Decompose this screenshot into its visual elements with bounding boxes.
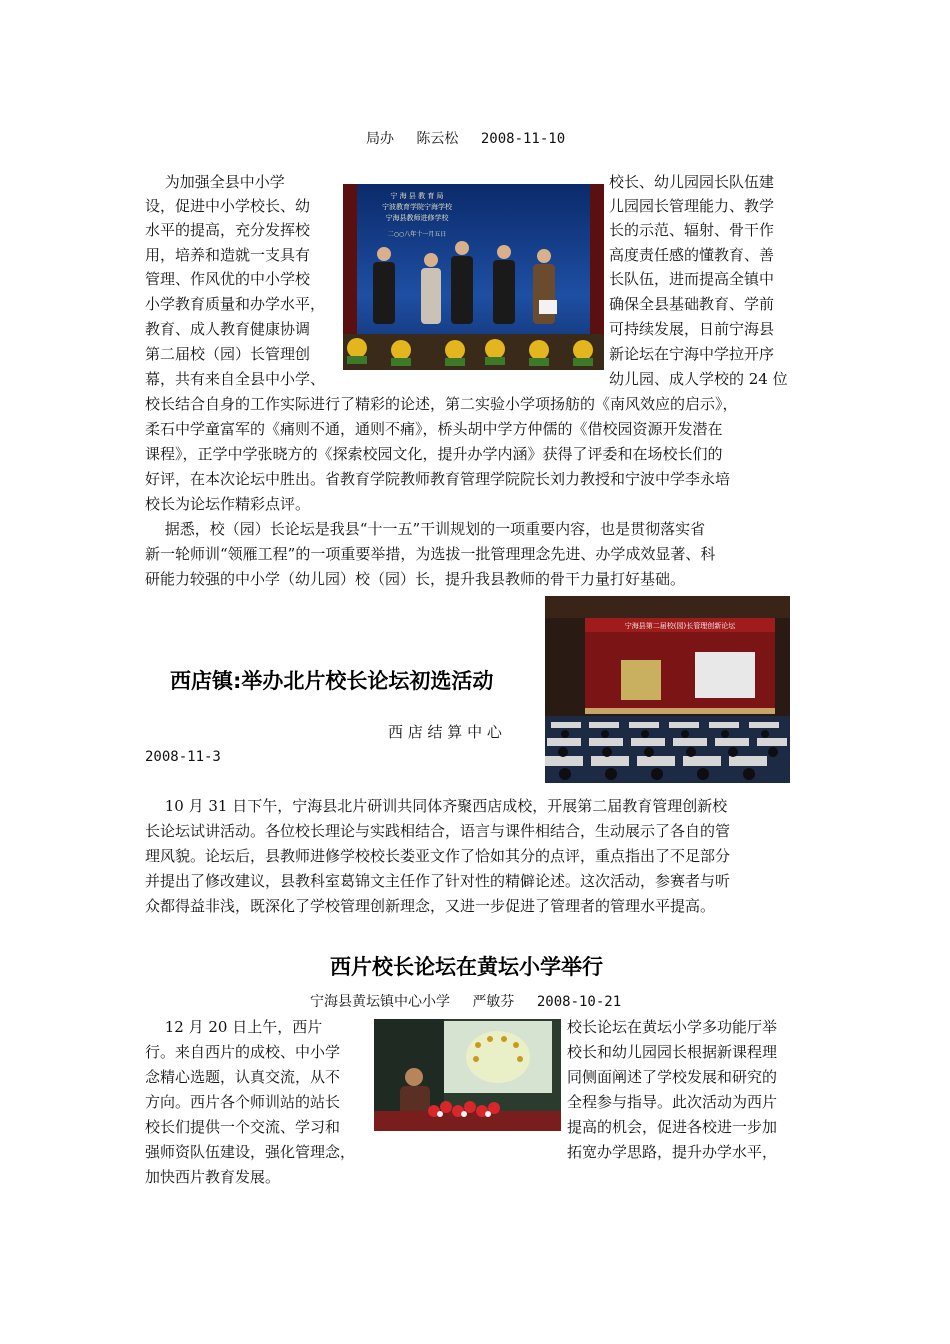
article3-byline: 宁海县黄坛镇中心小学 严敏芬 2008-10-21 bbox=[310, 994, 622, 1010]
forum-stage-photo bbox=[343, 184, 604, 370]
article1-right-line: 可持续发展，日前宁海县 bbox=[609, 320, 775, 338]
article2-body-line: 并提出了修改建议，县教科室葛锦文主任作了针对性的精僻论述。这次活动，参赛者与听 bbox=[145, 872, 731, 890]
speaker-photo-art bbox=[374, 1019, 561, 1131]
photo-banner-line: 宁 海 县 教 育 局 bbox=[390, 192, 444, 200]
article1-body-line: 校长结合自身的工作实际进行了精彩的论述，第二实验小学项扬舫的《南风效应的启示》， bbox=[145, 395, 738, 413]
article1-body-line: 校长为论坛作精彩点评。 bbox=[145, 495, 311, 513]
photo-banner-date: 二○○八年十一月五日 bbox=[387, 231, 447, 238]
article3-right-line: 同侧面阐述了学校发展和研究的 bbox=[567, 1068, 778, 1086]
article3-left-line: 方向。西片各个师训站的站长 bbox=[145, 1093, 341, 1111]
article2-date: 2008-11-3 bbox=[145, 749, 221, 765]
article3-right-line: 全程参与指导。此次活动为西片 bbox=[567, 1093, 778, 1111]
article1-body-line: 据悉，校（园）长论坛是我县“十一五”干训规划的一项重要内容，也是贯彻落实省 bbox=[145, 520, 706, 538]
article1-left-line: 设，促进中小学校长、幼 bbox=[145, 197, 311, 215]
article1-body-line: 课程》，正学中学张晓方的《探索校园文化，提升办学内涵》获得了评委和在场校长们的 bbox=[145, 445, 723, 463]
article2-body-line: 理风貌。论坛后，县教师进修学校校长娄亚文作了恰如其分的点评，重点指出了不足部分 bbox=[145, 847, 731, 865]
article1-right-line: 高度责任感的懂教育、善 bbox=[609, 246, 775, 264]
article3-left-line: 行。来自西片的成校、中小学 bbox=[145, 1043, 341, 1061]
article2-byline: 西 店 结 算 中 心 bbox=[388, 723, 502, 741]
article2-body-line: 10 月 31 日下午，宁海县北片研训共同体齐聚西店成校，开展第二届教育管理创新校 bbox=[145, 797, 728, 815]
article1-left-line: 用，培养和造就一支具有 bbox=[145, 246, 311, 264]
article3-right-line: 校长论坛在黄坛小学多功能厅举 bbox=[567, 1018, 778, 1036]
article3-title: 西片校长论坛在黄坛小学举行 bbox=[330, 955, 603, 979]
article1-right-line: 长队伍，进而提高全镇中 bbox=[609, 270, 775, 288]
article1-right-line: 校长、幼儿园园长队伍建 bbox=[609, 173, 775, 191]
article1-left-line: 教育、成人教育健康协调 bbox=[145, 320, 311, 338]
article1-right-line: 新论坛在宁海中学拉开序 bbox=[609, 345, 775, 363]
article3-last-line: 加快西片教育发展。 bbox=[145, 1168, 281, 1186]
article3-right-line: 校长和幼儿园园长根据新课程理 bbox=[567, 1043, 778, 1061]
forum-stage-photo-art bbox=[343, 184, 604, 370]
article1-left-line: 水平的提高，充分发挥校 bbox=[145, 221, 311, 239]
photo-banner-line: 宁波教育学院宁海学校 bbox=[382, 203, 452, 211]
article3-left-line: 12 月 20 日上午，西片 bbox=[145, 1018, 323, 1036]
article1-left-line: 管理、作风优的中小学校 bbox=[145, 270, 311, 288]
article1-right-line: 幼儿园、成人学校的 24 位 bbox=[609, 370, 788, 388]
article3-left-line: 强师资队伍建设，强化管理念， bbox=[145, 1143, 356, 1161]
article1-body-line: 新一轮师训“领雁工程”的一项重要举措，为选拔一批管理理念先进、办学成效显著、科 bbox=[145, 545, 716, 563]
speaker-photo bbox=[374, 1019, 561, 1131]
article2-body-line: 长论坛试讲活动。各位校长理论与实践相结合，语言与课件相结合，生动展示了各自的管 bbox=[145, 822, 731, 840]
article3-left-line: 校长们提供一个交流、学习和 bbox=[145, 1118, 341, 1136]
article1-body-line: 研能力较强的中小学（幼儿园）校（园）长，提升我县教师的骨干力量打好基础。 bbox=[145, 570, 686, 588]
article1-body-line: 好评，在本次论坛中胜出。省教育学院教师教育管理学院院长刘力教授和宁波中学李永培 bbox=[145, 470, 731, 488]
article1-right-line: 长的示范、辐射、骨干作 bbox=[609, 221, 775, 239]
article1-byline: 局办 陈云松 2008-11-10 bbox=[366, 131, 566, 147]
article2-body-line: 众都得益非浅，既深化了学校管理创新理念，又进一步促进了管理者的管理水平提高。 bbox=[145, 897, 716, 915]
auditorium-banner: 宁海县第二届校(园)长管理创新论坛 bbox=[624, 622, 736, 630]
photo-banner-line: 宁海县教师进修学校 bbox=[385, 214, 449, 222]
article3-left-line: 念精心选题，认真交流，从不 bbox=[145, 1068, 341, 1086]
auditorium-photo-art bbox=[545, 596, 790, 783]
article1-left-line: 为加强全县中小学 bbox=[145, 173, 285, 191]
article1-left-line: 第二届校（园）长管理创 bbox=[145, 345, 311, 363]
article1-right-line: 确保全县基础教育、学前 bbox=[609, 295, 775, 313]
auditorium-photo bbox=[545, 596, 790, 783]
article1-right-line: 儿园园长管理能力、教学 bbox=[609, 197, 775, 215]
article2-title: 西店镇:举办北片校长论坛初选活动 bbox=[170, 669, 494, 693]
article1-left-line: 幕，共有来自全县中小学、 bbox=[145, 370, 326, 388]
article3-right-line: 拓宽办学思路，提升办学水平， bbox=[567, 1143, 778, 1161]
article1-left-line: 小学教育质量和办学水平， bbox=[145, 295, 326, 313]
article3-right-line: 提高的机会，促进各校进一步加 bbox=[567, 1118, 778, 1136]
article1-body-line: 柔石中学童富军的《痛则不通，通则不痛》，桥头胡中学方仲儒的《借校园资源开发潜在 bbox=[145, 420, 723, 438]
